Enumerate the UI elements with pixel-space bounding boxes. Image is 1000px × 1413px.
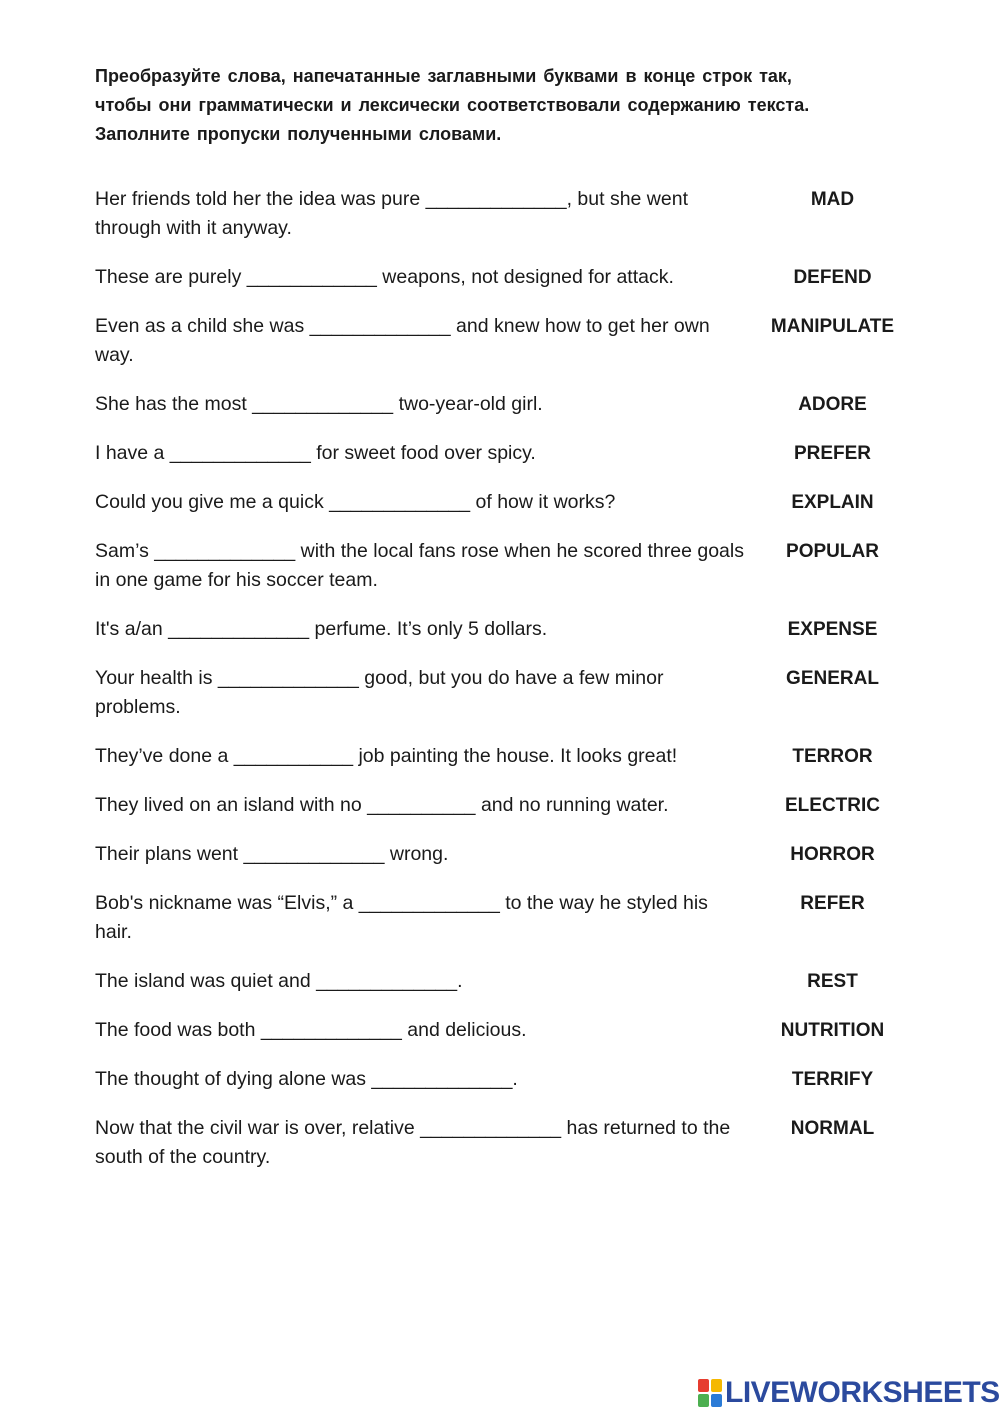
exercise-list bbox=[95, 185, 915, 1192]
exercise-sentence[interactable]: The thought of dying alone was _____________. bbox=[95, 1068, 518, 1090]
exercise-keyword: NORMAL bbox=[790, 1118, 875, 1139]
exercise-keyword: POPULAR bbox=[786, 541, 879, 562]
exercise-keyword: REFER bbox=[800, 893, 865, 914]
instruction-line: Заполните пропуски полученными словами. bbox=[95, 124, 502, 144]
instruction-line: Преобразуйте слова, напечатанные заглавными буквами в конце строк так, bbox=[95, 66, 792, 86]
exercise-item bbox=[95, 967, 915, 996]
liveworksheets-logo-icon bbox=[698, 1379, 722, 1407]
exercise-sentence[interactable]: Her friends told her the idea was pure _____________, but she went through with it anyway. bbox=[95, 188, 688, 239]
exercise-sentence[interactable]: It's a/an _____________ perfume. It’s only 5 dollars. bbox=[95, 618, 548, 640]
exercise-sentence[interactable]: Your health is _____________ good, but you do have a few minor problems. bbox=[95, 667, 664, 718]
exercise-keyword: ADORE bbox=[798, 394, 867, 415]
exercise-item bbox=[95, 840, 915, 869]
exercise-sentence[interactable]: The island was quiet and _____________. bbox=[95, 970, 463, 992]
exercise-sentence[interactable]: Sam’s _____________ with the local fans rose when he scored three goals in one game for his soccer team. bbox=[95, 540, 744, 591]
exercise-sentence[interactable]: She has the most _____________ two-year-old girl. bbox=[95, 393, 543, 415]
exercise-item bbox=[95, 1114, 915, 1172]
exercise-sentence[interactable]: The food was both _____________ and delicious. bbox=[95, 1019, 527, 1041]
exercise-sentence[interactable]: They lived on an island with no __________ and no running water. bbox=[95, 794, 669, 816]
exercise-sentence[interactable]: They’ve done a ___________ job painting the house. It looks great! bbox=[95, 745, 678, 767]
exercise-keyword: PREFER bbox=[793, 443, 872, 464]
exercise-keyword: ELECTRIC bbox=[785, 795, 880, 816]
exercise-sentence[interactable]: Their plans went _____________ wrong. bbox=[95, 843, 449, 865]
exercise-item bbox=[95, 439, 915, 468]
exercise-keyword: EXPLAIN bbox=[791, 492, 874, 513]
instruction-line: чтобы они грамматически и лексически соответствовали содержанию текста. bbox=[95, 95, 810, 115]
instructions bbox=[95, 62, 935, 149]
exercise-keyword: MANIPULATE bbox=[770, 316, 895, 337]
exercise-sentence[interactable]: Now that the civil war is over, relative _____________ has returned to the south of the country. bbox=[95, 1117, 731, 1168]
exercise-item bbox=[95, 664, 915, 722]
exercise-item bbox=[95, 488, 915, 517]
exercise-item bbox=[95, 185, 915, 243]
exercise-sentence[interactable]: Bob's nickname was “Elvis,” a _____________ to the way he styled his hair. bbox=[95, 892, 708, 943]
exercise-item bbox=[95, 791, 915, 820]
exercise-item bbox=[95, 615, 915, 644]
exercise-keyword: TERROR bbox=[792, 746, 873, 767]
exercise-item bbox=[95, 742, 915, 771]
exercise-keyword: GENERAL bbox=[786, 668, 879, 689]
exercise-item bbox=[95, 1016, 915, 1045]
exercise-item bbox=[95, 263, 915, 292]
exercise-keyword: EXPENSE bbox=[787, 619, 878, 640]
exercise-keyword: MAD bbox=[810, 189, 855, 210]
exercise-keyword: DEFEND bbox=[793, 267, 872, 288]
exercise-keyword: HORROR bbox=[790, 844, 875, 865]
exercise-item bbox=[95, 390, 915, 419]
exercise-item bbox=[95, 889, 915, 947]
exercise-keyword: NUTRITION bbox=[780, 1020, 885, 1041]
exercise-sentence[interactable]: These are purely ____________ weapons, not designed for attack. bbox=[95, 266, 674, 288]
exercise-keyword: TERRIFY bbox=[791, 1069, 874, 1090]
exercise-item bbox=[95, 1065, 915, 1094]
liveworksheets-logo[interactable] bbox=[698, 1376, 1000, 1410]
exercise-sentence[interactable]: Could you give me a quick _____________ of how it works? bbox=[95, 491, 616, 513]
exercise-item bbox=[95, 312, 915, 370]
exercise-sentence[interactable]: Even as a child she was _____________ and knew how to get her own way. bbox=[95, 315, 710, 366]
logo-text: LIVEWORKSHEETS bbox=[725, 1376, 1000, 1409]
exercise-sentence[interactable]: I have a _____________ for sweet food over spicy. bbox=[95, 442, 536, 464]
exercise-keyword: REST bbox=[807, 971, 858, 992]
exercise-item bbox=[95, 537, 915, 595]
